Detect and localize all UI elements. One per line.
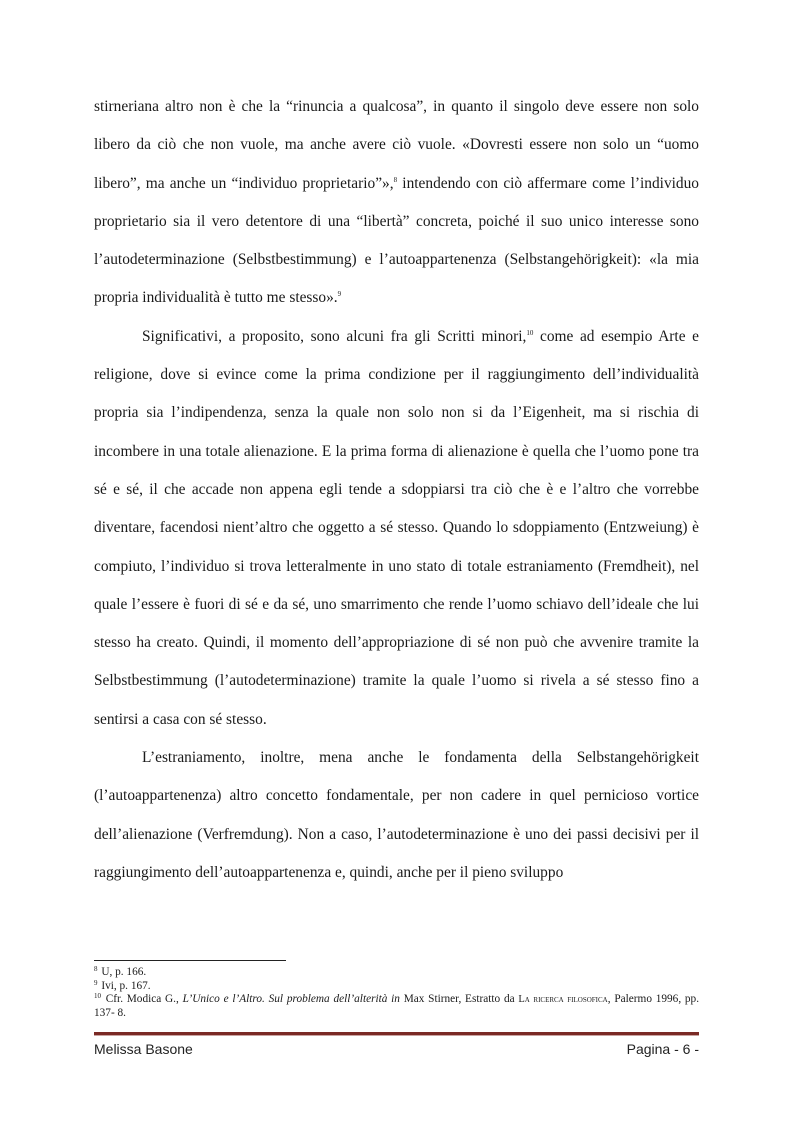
footnote-10-text-a: Cfr. Modica G., <box>102 993 183 1006</box>
paragraph-2-text-a: Significativi, a proposito, sono alcuni fra gli Scritti minori, <box>142 327 527 345</box>
paragraph-2 <box>94 318 699 739</box>
footnote-ref-8[interactable]: 8 <box>393 175 398 184</box>
footer-page-number: Pagina - 6 - <box>626 1041 699 1057</box>
footnotes <box>94 966 699 1020</box>
body-text <box>94 88 699 892</box>
paragraph-1-text-a: stirneriana altro non è che la “rinuncia a qualcosa”, in quanto il singolo deve essere non solo libero da ciò che non vuole, ma anche avere ciò vuole. «Dovresti essere non solo un “uomo libero”, ma anche un “individuo proprietario”», <box>94 98 699 192</box>
footnote-10-text-b: Max Stirner, Estratto da <box>399 993 519 1006</box>
footnote-9-number: 9 <box>94 978 98 987</box>
footnote-8 <box>94 966 699 980</box>
footnote-separator <box>94 960 286 961</box>
paragraph-2-text-b: come ad esempio Arte e religione, dove si evince come la prima condizione per il raggiungimento dell’individualità propria sia l’indipendenza, senza la quale non solo non si da l’Eigenheit, ma si rischia di incombere in una totale alienazione. E la prima forma di alienazione è quella che l’uomo pone tra sé e sé, il che accade non appena egli tende a sdoppiarsi tra ciò che è e l’altro che vorrebbe diventare, facendosi nient’altro che oggetto a sé stesso. Quando lo sdoppiamento (Entzweiung) è compiuto, l’individuo si trova letteralmente in uno stato di totale estraniamento (Fremdheit), nel quale l’essere è fuori di sé e da sé, uno smarrimento che rende l’uomo schiavo dell’ideale che lui stesso ha creato. Quindi, il momento dell’appropriazione di sé non può che avvenire tramite la Selbstbestimmung (l’autodeterminazione) tramite la quale l’uomo si rivela a sé stesso fino a sentirsi a casa con sé stesso. <box>94 327 700 728</box>
footnote-10-journal: La ricerca filosofica <box>518 994 608 1006</box>
footnote-9-text: Ivi, p. 167. <box>98 979 151 992</box>
footnote-10-title: L’Unico e l’Altro. Sul problema dell’alterità in <box>182 993 400 1006</box>
footnote-10-text-c: , Palermo 1996, pp. 137- 8. <box>94 993 700 1019</box>
footer-author: Melissa Basone <box>94 1041 193 1057</box>
footer-rule <box>94 1032 699 1036</box>
footnote-10-number: 10 <box>94 992 101 1001</box>
footnote-8-number: 8 <box>94 965 98 973</box>
footnote-ref-9[interactable]: 9 <box>337 290 342 299</box>
footnote-10 <box>94 993 699 1020</box>
paragraph-1-text-b: intendendo con ciò affermare come l’individuo proprietario sia il vero detentore di una “libertà” concreta, poiché il suo unico interesse sono l’autodeterminazione (Selbstbestimmung) e l’autoappartenenza (Selbstangehörigkeit): «la mia propria individualità è tutto me stesso». <box>94 174 700 307</box>
footnote-8-text: U, p. 166. <box>98 966 147 978</box>
footnote-9 <box>94 980 699 994</box>
footnote-ref-10[interactable]: 10 <box>526 328 534 337</box>
paragraph-3: L’estraniamento, inoltre, mena anche le fondamenta della Selbstangehörigkeit (l’autoappartenenza) altro concetto fondamentale, per non cadere in quel pernicioso vortice dell’alienazione (Verfremdung). Non a caso, l’autodeterminazione è uno dei passi decisivi per il raggiungimento dell’autoappartenenza e, quindi, anche per il pieno sviluppo <box>94 749 699 881</box>
paragraph-1 <box>94 88 699 318</box>
